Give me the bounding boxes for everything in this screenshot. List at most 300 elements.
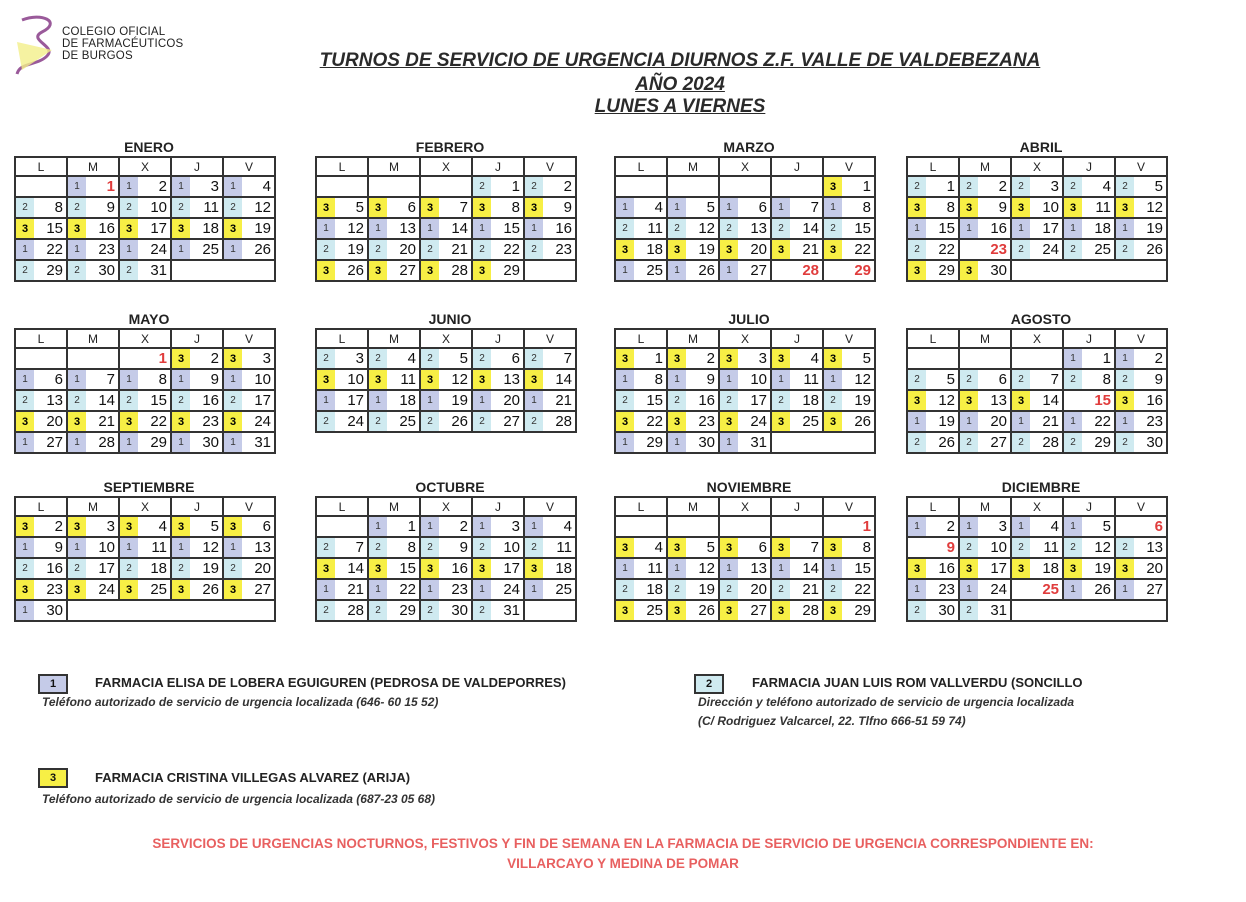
week-row	[615, 558, 875, 579]
day-cell	[907, 260, 959, 281]
day-number: 2	[706, 350, 715, 367]
day-cell	[15, 411, 67, 432]
day-cell	[15, 369, 67, 390]
empty-cell	[771, 432, 823, 453]
day-cell	[171, 176, 223, 197]
day-cell	[1063, 558, 1115, 579]
pharmacy-code: 2	[960, 177, 978, 196]
month-calendar	[614, 310, 884, 454]
pharmacy-code: 2	[224, 391, 242, 410]
pharmacy-code: 2	[68, 391, 86, 410]
day-cell	[223, 369, 275, 390]
day-cell	[959, 218, 1011, 239]
weekday-header: L	[907, 329, 959, 348]
pharmacy-code: 1	[224, 433, 242, 452]
pharmacy-code	[960, 349, 978, 368]
day-cell	[1115, 579, 1167, 600]
day-number: 19	[698, 241, 715, 258]
pharmacy-code: 1	[421, 391, 439, 410]
day-cell	[823, 537, 875, 558]
day-cell	[1011, 197, 1063, 218]
pharmacy-code: 2	[317, 240, 335, 259]
pharmacy-code: 2	[1064, 240, 1082, 259]
day-number: 3	[1050, 178, 1059, 195]
day-cell	[316, 600, 368, 621]
pharmacy-code: 3	[369, 198, 387, 217]
day-cell	[472, 239, 524, 260]
day-number: 19	[698, 581, 715, 598]
day-cell	[171, 390, 223, 411]
day-number: 2	[1154, 350, 1163, 367]
day-number: 24	[150, 241, 167, 258]
day-cell	[719, 239, 771, 260]
day-cell	[771, 600, 823, 621]
day-number: 6	[511, 350, 520, 367]
day-number: 11	[1095, 199, 1111, 216]
day-cell	[316, 197, 368, 218]
pharmacy-code: 3	[960, 391, 978, 410]
pharmacy-code	[668, 177, 686, 196]
pharmacy-code: 3	[525, 559, 543, 578]
day-cell	[1063, 537, 1115, 558]
day-number: 26	[254, 241, 271, 258]
pharmacy-code: 2	[120, 559, 138, 578]
day-number: 29	[854, 262, 871, 279]
day-number: 21	[555, 392, 572, 409]
pharmacy-code: 1	[224, 370, 242, 389]
day-number: 8	[158, 371, 167, 388]
day-number: 10	[150, 199, 167, 216]
pharmacy-code: 2	[525, 412, 543, 431]
week-row	[15, 218, 275, 239]
day-cell	[1011, 432, 1063, 453]
day-number: 7	[355, 539, 364, 556]
day-number: 23	[46, 581, 63, 598]
month-name: OCTUBRE	[415, 479, 485, 495]
pharmacy-code: 3	[1116, 198, 1134, 217]
pharmacy-code: 2	[473, 349, 491, 368]
month-name: FEBRERO	[415, 139, 485, 155]
day-cell	[119, 348, 171, 369]
day-cell	[368, 218, 420, 239]
pharmacy-code: 2	[421, 538, 439, 557]
day-cell	[667, 600, 719, 621]
day-cell	[368, 369, 420, 390]
pharmacy-code: 2	[960, 433, 978, 452]
pharmacy-code: 1	[525, 219, 543, 238]
week-row	[316, 348, 576, 369]
day-number: 18	[202, 220, 219, 237]
day-number: 4	[563, 518, 572, 535]
day-number: 24	[98, 581, 115, 598]
pharmacy-code: 2	[960, 538, 978, 557]
pharmacy-code: 1	[68, 240, 86, 259]
day-number: 1	[1102, 350, 1111, 367]
day-cell	[959, 197, 1011, 218]
pharmacy-code: 1	[525, 391, 543, 410]
pharmacy-code: 1	[16, 240, 34, 259]
legend-code-box: 3	[38, 768, 68, 788]
day-number: 17	[990, 560, 1007, 577]
day-number: 13	[990, 392, 1007, 409]
pharmacy-code: 3	[421, 559, 439, 578]
day-number: 1	[946, 178, 955, 195]
pharmacy-code	[772, 177, 790, 196]
empty-cell	[1011, 600, 1063, 621]
day-cell	[823, 218, 875, 239]
day-number: 5	[1102, 518, 1111, 535]
day-number: 16	[938, 560, 955, 577]
week-row	[615, 369, 875, 390]
week-row	[15, 537, 275, 558]
month-calendar	[315, 138, 585, 282]
pharmacy-code: 3	[421, 198, 439, 217]
page-year: AÑO 2024	[635, 74, 725, 95]
pharmacy-code: 1	[616, 370, 634, 389]
day-number: 5	[459, 350, 468, 367]
pharmacy-code: 2	[369, 349, 387, 368]
day-number: 15	[399, 560, 416, 577]
day-cell	[67, 432, 119, 453]
day-number: 18	[646, 581, 663, 598]
pharmacy-code: 3	[720, 538, 738, 557]
day-number: 8	[862, 539, 871, 556]
week-row	[615, 218, 875, 239]
day-cell	[472, 579, 524, 600]
day-number: 20	[1146, 560, 1163, 577]
pharmacy-code: 3	[824, 538, 842, 557]
day-number: 9	[706, 371, 715, 388]
day-cell	[667, 390, 719, 411]
day-number: 30	[451, 602, 468, 619]
pharmacy-code: 1	[908, 219, 926, 238]
day-number: 13	[254, 539, 271, 556]
weekday-header: V	[524, 497, 576, 516]
day-cell	[420, 218, 472, 239]
pharmacy-code: 1	[772, 370, 790, 389]
pharmacy-code: 2	[473, 240, 491, 259]
day-cell	[615, 411, 667, 432]
pharmacy-code: 2	[1064, 177, 1082, 196]
pharmacy-code: 2	[908, 601, 926, 620]
day-cell	[615, 348, 667, 369]
week-row	[15, 260, 275, 281]
day-cell	[1011, 537, 1063, 558]
pharmacy-code: 3	[224, 580, 242, 599]
legend-description: Teléfono autorizado de servicio de urgencia localizada (646- 60 15 52)	[42, 695, 439, 709]
day-number	[34, 177, 66, 196]
day-number: 11	[1043, 539, 1059, 556]
weekday-header: M	[667, 157, 719, 176]
pharmacy-code: 1	[224, 538, 242, 557]
day-number: 19	[1146, 220, 1163, 237]
pharmacy-code: 1	[908, 580, 926, 599]
pharmacy-code: 3	[369, 261, 387, 280]
pharmacy-code: 2	[172, 198, 190, 217]
day-cell	[472, 218, 524, 239]
day-number: 19	[254, 220, 271, 237]
day-number: 29	[399, 602, 416, 619]
day-cell	[420, 176, 472, 197]
pharmacy-code: 1	[16, 370, 34, 389]
day-number: 6	[998, 371, 1007, 388]
day-cell	[171, 197, 223, 218]
day-cell	[119, 411, 171, 432]
day-number: 2	[158, 178, 167, 195]
day-number: 10	[347, 371, 364, 388]
day-cell	[771, 411, 823, 432]
day-number: 16	[1146, 392, 1163, 409]
day-number: 12	[347, 220, 364, 237]
day-cell	[959, 390, 1011, 411]
day-cell	[171, 537, 223, 558]
pharmacy-code: 1	[720, 198, 738, 217]
day-number: 30	[98, 262, 115, 279]
pharmacy-code: 3	[525, 198, 543, 217]
pharmacy-code: 1	[668, 559, 686, 578]
pharmacy-code: 1	[1012, 219, 1030, 238]
day-cell	[615, 176, 667, 197]
pharmacy-code: 3	[68, 412, 86, 431]
pharmacy-code: 2	[772, 580, 790, 599]
pharmacy-code: 3	[772, 601, 790, 620]
pharmacy-code: 1	[908, 517, 926, 536]
day-number: 10	[1042, 199, 1059, 216]
legend-pharmacy-name: FARMACIA JUAN LUIS ROM VALLVERDU (SONCILLO	[752, 675, 1083, 690]
day-cell	[719, 558, 771, 579]
day-cell	[667, 411, 719, 432]
day-cell	[67, 579, 119, 600]
day-number: 25	[646, 262, 663, 279]
day-number: 14	[347, 560, 364, 577]
day-cell	[1011, 348, 1063, 369]
pharmacy-code: 1	[369, 391, 387, 410]
empty-cell	[524, 600, 576, 621]
pharmacy-code: 3	[224, 517, 242, 536]
day-number: 5	[706, 199, 715, 216]
day-number: 22	[399, 581, 416, 598]
day-cell	[615, 369, 667, 390]
day-number: 12	[698, 560, 715, 577]
day-number: 27	[399, 262, 416, 279]
day-cell	[1063, 579, 1115, 600]
pharmacy-code: 1	[1116, 219, 1134, 238]
day-cell	[67, 516, 119, 537]
day-number: 16	[46, 560, 63, 577]
day-number: 9	[946, 539, 955, 556]
weekday-header: M	[368, 497, 420, 516]
pharmacy-code: 2	[908, 177, 926, 196]
day-number: 22	[646, 413, 663, 430]
pharmacy-code: 1	[824, 198, 842, 217]
day-number: 7	[106, 371, 115, 388]
day-number: 31	[254, 434, 271, 451]
day-number: 26	[698, 262, 715, 279]
week-row	[615, 197, 875, 218]
day-number: 26	[938, 434, 955, 451]
day-number: 26	[854, 413, 871, 430]
pharmacy-code: 2	[224, 559, 242, 578]
pharmacy-code: 3	[1064, 198, 1082, 217]
day-number: 17	[1042, 220, 1059, 237]
pharmacy-code: 2	[908, 433, 926, 452]
day-cell	[1011, 579, 1063, 600]
week-row	[15, 348, 275, 369]
pharmacy-code: 3	[908, 198, 926, 217]
day-number: 1	[407, 518, 416, 535]
month-name: JUNIO	[428, 311, 472, 327]
day-number: 25	[802, 413, 819, 430]
day-number: 3	[511, 518, 520, 535]
day-number	[790, 517, 822, 536]
day-cell	[223, 239, 275, 260]
empty-cell	[1115, 600, 1167, 621]
footer-note: SERVICIOS DE URGENCIAS NOCTURNOS, FESTIVOS Y FIN DE SEMANA EN LA FARMACIA DE SERVICIO DE URGENCIA CORRESPONDIENTE EN:	[152, 836, 1094, 851]
weekday-header: M	[368, 157, 420, 176]
day-number: 9	[459, 539, 468, 556]
day-number: 14	[802, 560, 819, 577]
day-cell	[771, 390, 823, 411]
day-number: 27	[503, 413, 520, 430]
pharmacy-code: 2	[960, 370, 978, 389]
day-cell	[1063, 197, 1115, 218]
week-row	[907, 390, 1167, 411]
day-cell	[667, 260, 719, 281]
day-number: 27	[254, 581, 271, 598]
pharmacy-code: 2	[120, 261, 138, 280]
weekday-header: V	[524, 157, 576, 176]
day-cell	[524, 390, 576, 411]
pharmacy-code: 3	[908, 559, 926, 578]
pharmacy-code	[616, 517, 634, 536]
pharmacy-code: 2	[317, 538, 335, 557]
day-cell	[316, 239, 368, 260]
day-cell	[1063, 516, 1115, 537]
pharmacy-code: 2	[1012, 370, 1030, 389]
pharmacy-code: 2	[1116, 538, 1134, 557]
pharmacy-code: 1	[473, 391, 491, 410]
pharmacy-code: 2	[772, 391, 790, 410]
day-number: 26	[451, 413, 468, 430]
pharmacy-code: 1	[369, 517, 387, 536]
pharmacy-code: 3	[421, 370, 439, 389]
weekday-header: X	[420, 497, 472, 516]
empty-cell	[67, 600, 119, 621]
pharmacy-code: 2	[1064, 370, 1082, 389]
day-cell	[719, 411, 771, 432]
pharmacy-code: 2	[16, 391, 34, 410]
month-name: MARZO	[723, 139, 775, 155]
pharmacy-code: 1	[772, 559, 790, 578]
day-cell	[316, 390, 368, 411]
day-number: 16	[202, 392, 219, 409]
weekday-header: X	[1011, 497, 1063, 516]
day-number: 4	[810, 350, 819, 367]
month-table	[906, 496, 1168, 622]
pharmacy-code: 3	[824, 240, 842, 259]
day-number: 27	[750, 602, 767, 619]
day-cell	[959, 432, 1011, 453]
day-number: 9	[563, 199, 572, 216]
day-number: 26	[347, 262, 364, 279]
day-cell	[615, 558, 667, 579]
week-row	[907, 369, 1167, 390]
legend-pharmacy-name: FARMACIA ELISA DE LOBERA EGUIGUREN (PEDROSA DE VALDEPORRES)	[95, 675, 566, 690]
day-cell	[472, 537, 524, 558]
day-number: 15	[938, 220, 955, 237]
weekday-header: X	[719, 329, 771, 348]
pharmacy-code: 3	[668, 412, 686, 431]
month-table	[906, 328, 1168, 454]
week-row	[615, 432, 875, 453]
day-cell	[119, 432, 171, 453]
day-cell	[171, 516, 223, 537]
day-cell	[771, 537, 823, 558]
day-cell	[524, 176, 576, 197]
day-cell	[719, 348, 771, 369]
day-cell	[472, 197, 524, 218]
weekday-header: L	[316, 329, 368, 348]
day-number: 26	[202, 581, 219, 598]
week-row	[316, 411, 576, 432]
day-number: 30	[698, 434, 715, 451]
day-number: 4	[407, 350, 416, 367]
day-cell	[472, 390, 524, 411]
day-number: 21	[1042, 413, 1059, 430]
day-cell	[119, 260, 171, 281]
day-cell	[1063, 411, 1115, 432]
day-cell	[472, 176, 524, 197]
month-table	[14, 328, 276, 454]
day-cell	[223, 516, 275, 537]
day-cell	[119, 390, 171, 411]
pharmacy-code: 1	[473, 580, 491, 599]
pharmacy-code: 2	[369, 412, 387, 431]
day-number: 4	[1102, 178, 1111, 195]
day-cell	[719, 432, 771, 453]
day-number: 9	[106, 199, 115, 216]
empty-cell	[171, 600, 223, 621]
pharmacy-code: 3	[772, 412, 790, 431]
pharmacy-code: 2	[473, 412, 491, 431]
day-cell	[771, 197, 823, 218]
day-number: 14	[451, 220, 468, 237]
day-cell	[1115, 176, 1167, 197]
week-row	[15, 239, 275, 260]
day-number: 29	[938, 262, 955, 279]
day-number: 13	[46, 392, 63, 409]
legend-description: Teléfono autorizado de servicio de urgencia localizada (687-23 05 68)	[42, 792, 436, 806]
pharmacy-code: 3	[369, 559, 387, 578]
day-cell	[119, 197, 171, 218]
day-number: 8	[511, 199, 520, 216]
pharmacy-code: 1	[120, 433, 138, 452]
week-row	[907, 516, 1167, 537]
day-cell	[368, 579, 420, 600]
pharmacy-code: 2	[68, 261, 86, 280]
weekday-header: X	[719, 497, 771, 516]
day-number: 17	[347, 392, 364, 409]
pharmacy-code: 1	[668, 198, 686, 217]
day-number: 28	[451, 262, 468, 279]
day-cell	[524, 411, 576, 432]
day-number: 8	[54, 199, 63, 216]
pharmacy-code: 3	[473, 559, 491, 578]
day-cell	[316, 369, 368, 390]
day-cell	[368, 537, 420, 558]
day-cell	[959, 411, 1011, 432]
day-number: 31	[750, 434, 767, 451]
